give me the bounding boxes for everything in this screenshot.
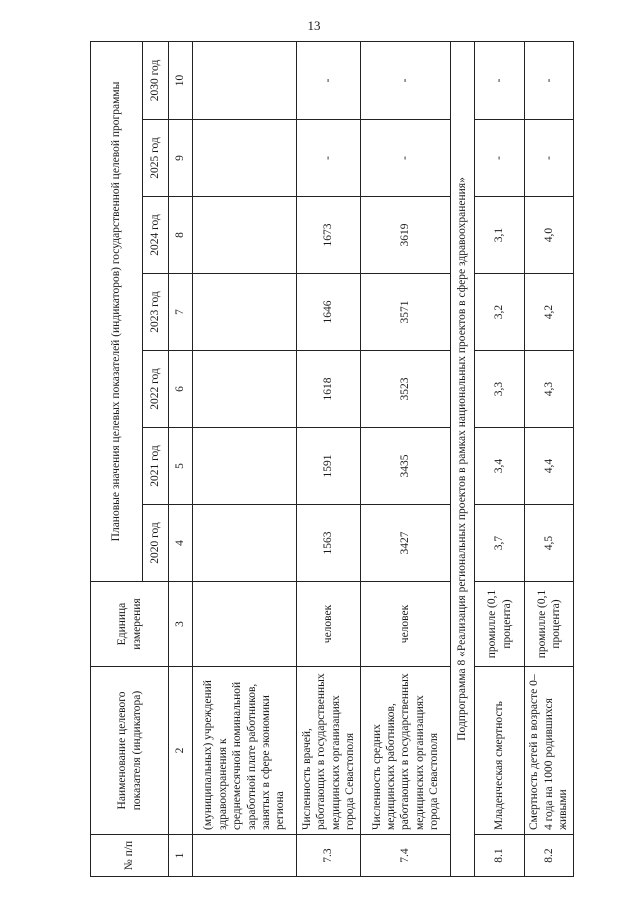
row-value <box>193 120 297 197</box>
row-num: 8.2 <box>525 835 574 877</box>
col-num-header: № п/п <box>91 835 169 877</box>
row-value: - <box>297 41 361 119</box>
row-value: 3,7 <box>475 505 525 582</box>
row-value: 3435 <box>361 428 451 505</box>
col-number: 1 <box>169 835 193 877</box>
row-value: 3523 <box>361 351 451 428</box>
col-number: 7 <box>169 274 193 351</box>
row-value <box>193 428 297 505</box>
col-number: 3 <box>169 582 193 667</box>
row-unit: человек <box>361 582 451 667</box>
row-value: 3427 <box>361 505 451 582</box>
row-num <box>193 835 297 877</box>
year-2025: 2025 год <box>143 120 169 197</box>
table-row <box>525 41 574 876</box>
row-value: 4,3 <box>525 351 574 428</box>
row-value: - <box>475 41 525 119</box>
row-value <box>193 274 297 351</box>
column-number-row <box>169 41 193 876</box>
row-unit: промилле (0,1 процента) <box>525 582 574 667</box>
subprogram-title: Подпрограмма 8 «Реализация региональных проектов в рамках национальных проектов в сфере здравоохранения» <box>451 41 475 876</box>
row-unit <box>193 582 297 667</box>
row-value <box>193 351 297 428</box>
col-number: 9 <box>169 120 193 197</box>
subprogram-row <box>451 41 475 876</box>
col-number: 10 <box>169 41 193 119</box>
row-value: 4,4 <box>525 428 574 505</box>
row-value: 3,3 <box>475 351 525 428</box>
row-name: Численность врачей, работающих в государственных медицинских организациях города Севастополя <box>297 667 361 835</box>
row-value: 3,4 <box>475 428 525 505</box>
rotated-table-container <box>90 42 573 877</box>
indicators-table <box>90 41 574 877</box>
row-value: 1563 <box>297 505 361 582</box>
table-row <box>297 41 361 876</box>
row-value: - <box>297 120 361 197</box>
col-values-header: Плановые значения целевых показателей (индикаторов) государственной целевой программы <box>91 41 143 581</box>
year-2030: 2030 год <box>143 41 169 119</box>
row-value: 1673 <box>297 197 361 274</box>
row-value: - <box>525 41 574 119</box>
year-2024: 2024 год <box>143 197 169 274</box>
row-value: 1618 <box>297 351 361 428</box>
table-row <box>475 41 525 876</box>
col-number: 2 <box>169 667 193 835</box>
row-value: - <box>361 120 451 197</box>
year-2022: 2022 год <box>143 351 169 428</box>
year-2021: 2021 год <box>143 428 169 505</box>
year-2020: 2020 год <box>143 505 169 582</box>
col-number: 4 <box>169 505 193 582</box>
row-value <box>193 197 297 274</box>
row-value: 3619 <box>361 197 451 274</box>
row-value: 4,0 <box>525 197 574 274</box>
row-value: 1646 <box>297 274 361 351</box>
col-number: 8 <box>169 197 193 274</box>
row-name: (муниципальных) учреждений здравоохранения к среднемесячной номинальной заработной плате работников, занятых в сфере экономики региона <box>193 667 297 835</box>
row-num: 7.3 <box>297 835 361 877</box>
row-value <box>193 505 297 582</box>
table-row <box>361 41 451 876</box>
row-value: 1591 <box>297 428 361 505</box>
row-value: - <box>475 120 525 197</box>
row-name: Младенческая смертность <box>475 667 525 835</box>
header-row <box>91 41 143 876</box>
col-number: 6 <box>169 351 193 428</box>
row-unit: промилле (0,1 процента) <box>475 582 525 667</box>
row-name: Смертность детей в возрасте 0–4 года на 1000 родившихся живыми <box>525 667 574 835</box>
row-num: 8.1 <box>475 835 525 877</box>
row-value: 3571 <box>361 274 451 351</box>
row-value: 4,2 <box>525 274 574 351</box>
row-value: 3,2 <box>475 274 525 351</box>
row-unit: человек <box>297 582 361 667</box>
row-value: - <box>361 41 451 119</box>
page-number: 13 <box>307 18 321 33</box>
col-number: 5 <box>169 428 193 505</box>
year-2023: 2023 год <box>143 274 169 351</box>
row-num: 7.4 <box>361 835 451 877</box>
row-name: Численность средних медицинских работников, работающих в государственных медицинских организациях города Севастополя <box>361 667 451 835</box>
row-value: 3,1 <box>475 197 525 274</box>
col-name-header: Наименование целевого показателя (индикатора) <box>91 667 169 835</box>
row-value <box>193 41 297 119</box>
col-unit-header: Единица измерения <box>91 582 169 667</box>
row-value: 4,5 <box>525 505 574 582</box>
row-value: - <box>525 120 574 197</box>
table-row <box>193 41 297 876</box>
